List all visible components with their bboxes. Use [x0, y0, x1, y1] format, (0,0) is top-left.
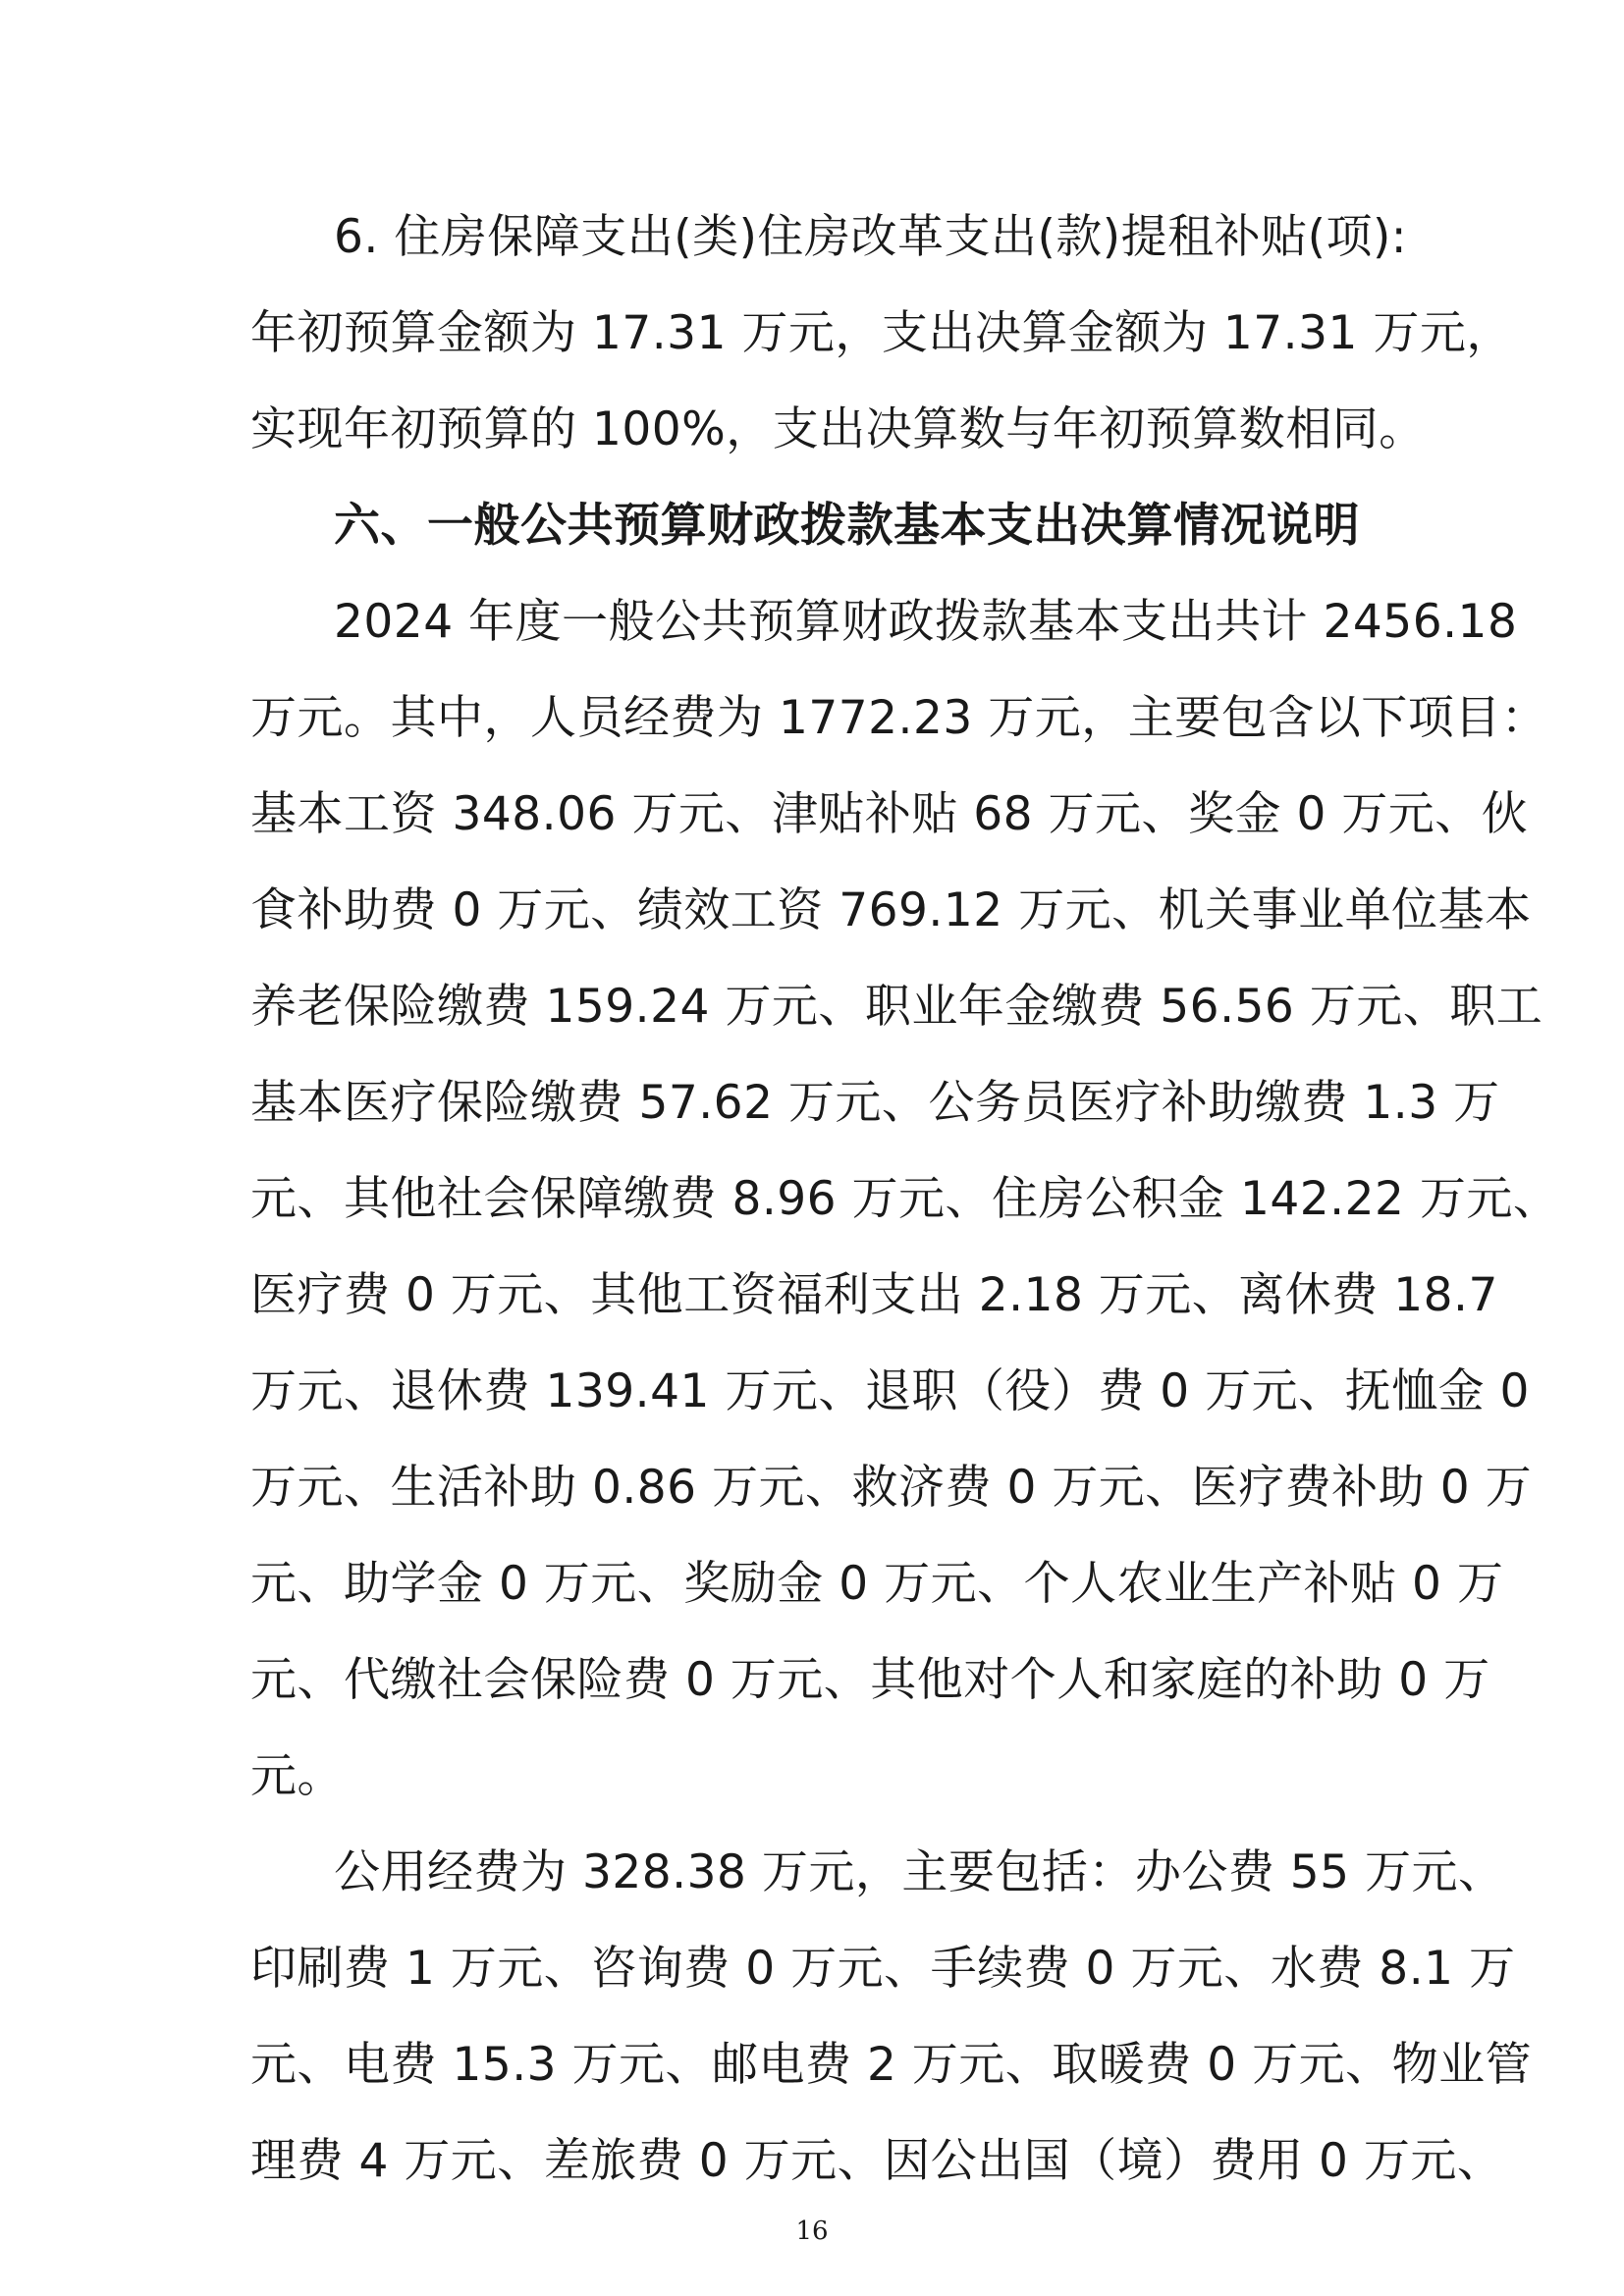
text-line-2: 年初预算金额为 17.31 万元，支出决算金额为 17.31 万元，	[250, 306, 1513, 360]
text-line-7: 基本工资 348.06 万元、津贴补贴 68 万元、奖金 0 万元、伙	[250, 787, 1529, 841]
text-line-10: 基本医疗保险缴费 57.62 万元、公务员医疗补助缴费 1.3 万	[250, 1076, 1500, 1130]
text-line-11: 元、其他社会保障缴费 8.96 万元、住房公积金 142.22 万元、	[250, 1172, 1560, 1226]
text-line-8: 食补助费 0 万元、绩效工资 769.12 万元、机关事业单位基本	[250, 883, 1532, 937]
text-line-5: 2024 年度一般公共预算财政拨款基本支出共计 2456.18	[334, 595, 1518, 649]
text-line-12: 医疗费 0 万元、其他工资福利支出 2.18 万元、离休费 18.7	[250, 1268, 1498, 1322]
text-line-1: 6. 住房保障支出(类)住房改革支出(款)提租补贴(项):	[334, 210, 1408, 264]
text-line-3: 实现年初预算的 100%，支出决算数与年初预算数相同。	[250, 402, 1426, 456]
text-line-19: 印刷费 1 万元、咨询费 0 万元、手续费 0 万元、水费 8.1 万	[250, 1942, 1516, 1996]
text-line-18: 公用经费为 328.38 万元，主要包括：办公费 55 万元、	[334, 1845, 1505, 1899]
section-heading: 六、一般公共预算财政拨款基本支出决算情况说明	[334, 499, 1360, 553]
text-line-21: 理费 4 万元、差旅费 0 万元、因公出国（境）费用 0 万元、	[250, 2134, 1504, 2188]
text-line-6: 万元。其中，人员经费为 1772.23 万元，主要包含以下项目：	[250, 691, 1548, 745]
text-line-14: 万元、生活补助 0.86 万元、救济费 0 万元、医疗费补助 0 万	[250, 1461, 1533, 1515]
text-line-13: 万元、退休费 139.41 万元、退职（役）费 0 万元、抚恤金 0	[250, 1364, 1530, 1418]
text-line-16: 元、代缴社会保险费 0 万元、其他对个人和家庭的补助 0 万	[250, 1653, 1490, 1707]
text-line-20: 元、电费 15.3 万元、邮电费 2 万元、取暖费 0 万元、物业管	[250, 2038, 1533, 2092]
text-line-9: 养老保险缴费 159.24 万元、职业年金缴费 56.56 万元、职工	[250, 980, 1543, 1034]
text-line-17: 元。	[250, 1749, 344, 1803]
page-number: 16	[795, 2216, 829, 2246]
text-line-15: 元、助学金 0 万元、奖励金 0 万元、个人农业生产补贴 0 万	[250, 1557, 1504, 1611]
